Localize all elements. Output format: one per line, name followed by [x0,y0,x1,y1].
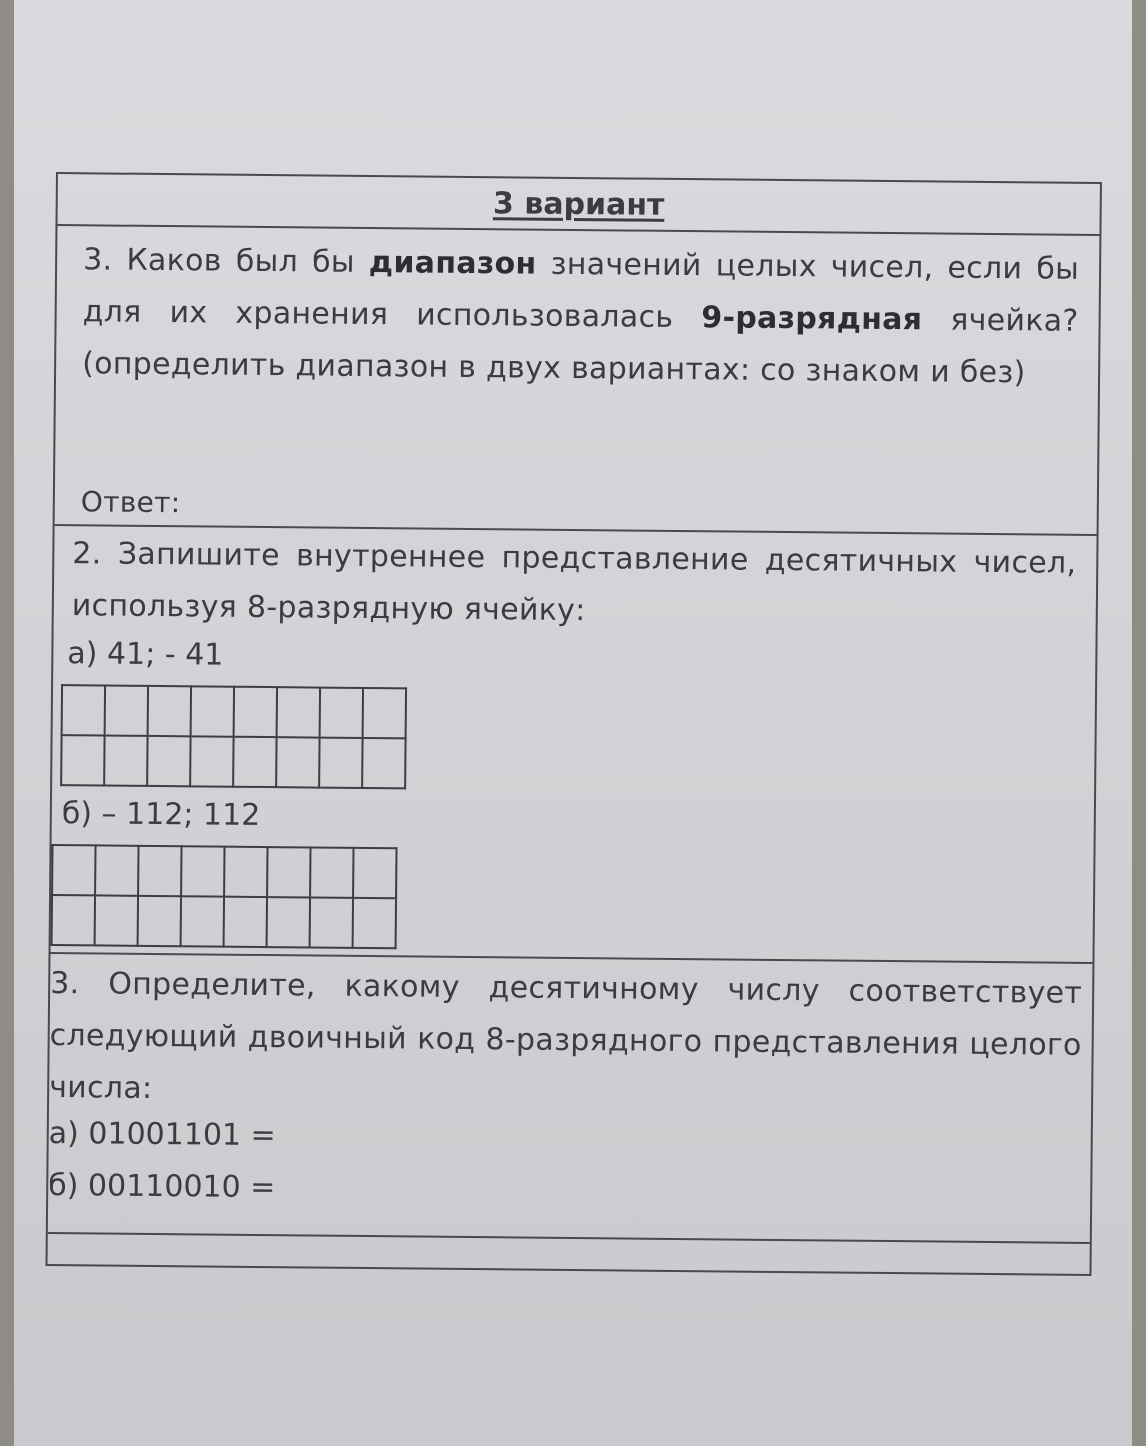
bit-cell[interactable] [52,845,95,895]
bit-cell[interactable] [147,736,190,786]
task-text-part: ячейка? (определить диапазон в двух вариантах: со знаком и без) [81,302,1079,391]
bit-cell[interactable] [276,737,319,787]
task-binary-to-decimal [48,954,1093,1244]
bit-cell[interactable] [319,738,362,788]
task-number: 3. [82,242,113,278]
bit-cell[interactable] [95,845,138,895]
task-binary-text: 3. Определите, какому десятичному числу соответствует следующий двоичный код 8-разрядного представления целого числа: [49,965,1083,1106]
task-text-part: значений целых чисел, если бы для их хранения использовалась [82,246,1080,335]
bit-cell[interactable] [138,846,181,896]
bit-cell[interactable] [362,738,405,788]
bit-cell[interactable] [233,737,276,787]
bit-cell[interactable] [181,896,224,946]
bit-cell[interactable] [62,685,105,735]
part-b-label: б) 00110010 = [48,1167,276,1206]
bit-cell[interactable] [181,846,224,896]
worksheet-table [45,172,1101,1276]
bit-grid-row [52,895,396,948]
bit-cell[interactable] [61,735,104,785]
bit-cell[interactable] [267,847,310,897]
bit-cell[interactable] [190,736,233,786]
bit-cell[interactable] [224,847,267,897]
bit-cell[interactable] [95,895,138,945]
bit-grid-row [61,735,405,788]
task-internal-representation [50,526,1096,964]
bit-grid-row [52,845,396,898]
bit-grid-a [60,684,407,789]
bit-grid-b [51,844,398,949]
bit-cell[interactable] [104,735,147,785]
bit-cell[interactable] [105,685,148,735]
bit-cell[interactable] [310,897,353,947]
bit-cell[interactable] [267,897,310,947]
bit-cell[interactable] [224,897,267,947]
bit-cell[interactable] [320,688,363,738]
task-text-part: Каков был бы [126,242,356,280]
bit-cell[interactable] [52,895,95,945]
part-b-label: б) – 112; 112 [61,796,261,833]
bit-cell[interactable] [353,848,396,898]
answer-label: Ответ: [80,485,181,520]
bit-cell[interactable] [310,847,353,897]
variant-title: 3 вариант [492,186,665,223]
bit-cell[interactable] [363,688,406,738]
task-range [55,226,1100,536]
part-a-label: а) 01001101 = [48,1115,276,1154]
paper-sheet [14,0,1132,1446]
bit-cell[interactable] [148,686,191,736]
task-internal-text: 2. Запишите внутреннее представление десятичных чисел, используя 8-разрядную ячейку: [71,536,1077,629]
bit-cell[interactable] [191,686,234,736]
part-a-label: а) 41; - 41 [67,636,224,673]
bit-cell[interactable] [138,896,181,946]
bit-cell[interactable] [353,898,396,948]
bit-grid-row [62,685,406,738]
bit-cell[interactable] [234,687,277,737]
task-bold-word: диапазон [368,245,537,282]
task-bold-phrase: 9-разрядная [701,300,923,338]
bit-cell[interactable] [277,687,320,737]
task-range-text [82,234,1079,400]
